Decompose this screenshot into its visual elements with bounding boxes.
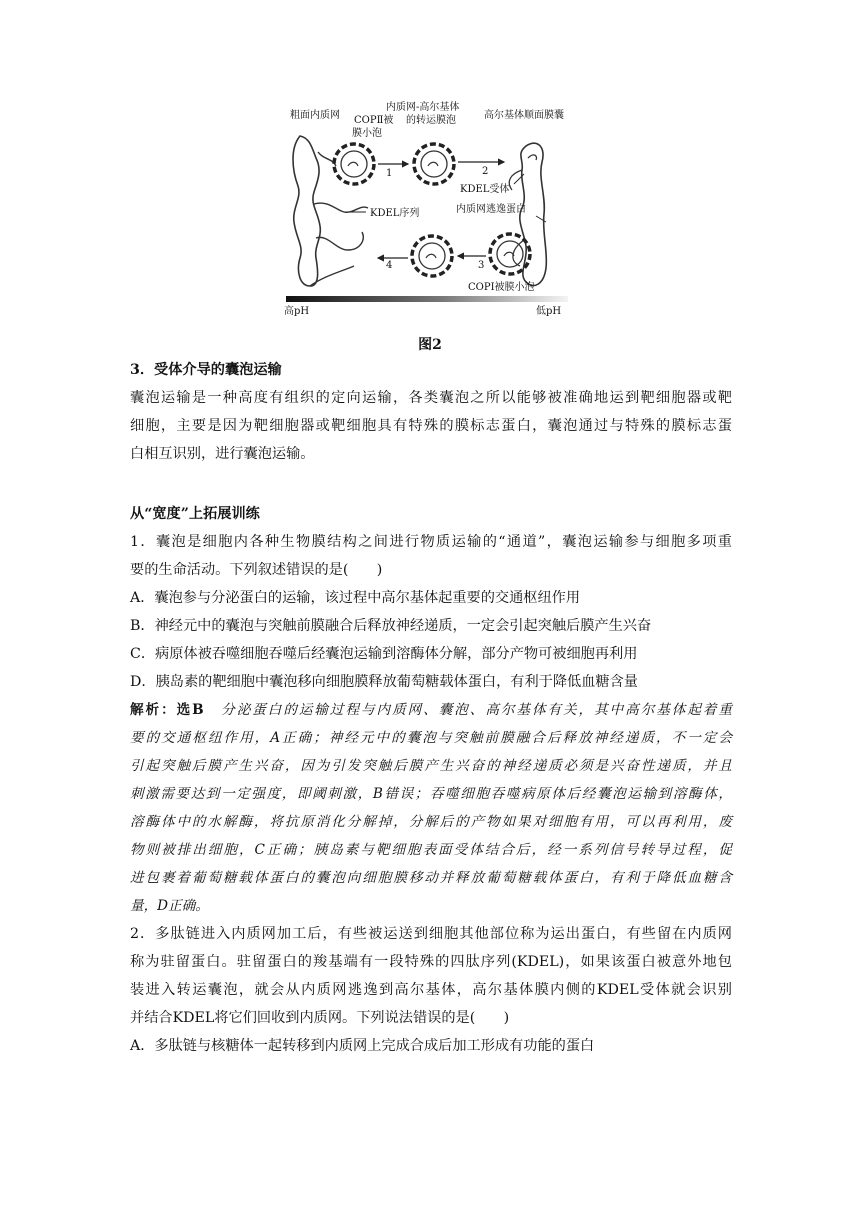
q1-analysis-line [130,696,732,724]
q1-analysis-line: 量，D正确。 [130,898,209,914]
label-golgi-cis: 高尔基体顺面膜囊 [484,110,564,121]
rough-er-fold [314,203,368,212]
q1-option-b: B．神经元中的囊泡与突触前膜融合后释放神经递质，一定会引起突触后膜产生兴奋 [130,618,652,634]
question-2-stem: 并结合KDEL将它们回收到内质网。下列说法错误的是( ) [130,1010,510,1026]
label-rough-er: 粗面内质网 [290,110,340,121]
diagram-graphic [284,100,580,324]
question-1-stem: 要的生命活动。下列叙述错误的是( ) [130,562,383,578]
label-step4: 4 [386,260,393,271]
section-heading: 3．受体介导的囊泡运输 [130,362,282,378]
label-copii: 膜小泡 [352,128,382,139]
q1-analysis-line: 要的交通枢纽作用，A正确；神经元中的囊泡与突触前膜融合后释放神经递质，不一定会 [130,730,732,746]
paragraph-line: 细胞，主要是因为靶细胞器或靶细胞具有特殊的膜标志蛋白，囊泡通过与特殊的膜标志蛋 [130,418,732,434]
golgi-fold [509,170,522,190]
returning-vesicle [412,236,452,276]
ph-gradient-bar [286,296,568,302]
question-2-stem: 2．多肽链进入内质网加工后，有些被运送到细胞其他部位称为运出蛋白，有些留在内质网 [130,926,732,942]
q1-option-d: D．胰岛素的靶细胞中囊泡移向细胞膜释放葡萄糖载体蛋白，有利于降低血糖含量 [130,674,638,690]
vesicle-transport-diagram [284,100,580,324]
q2-option-a: A．多肽链与核糖体一起转移到内质网上完成合成后加工形成有功能的蛋白 [130,1038,595,1054]
q1-analysis-line: 物则被排出细胞，C正确；胰岛素与靶细胞表面受体结合后，经一系列信号转导过程，促 [130,842,732,858]
label-copi: COPⅠ被膜小泡 [468,282,535,293]
paragraph-line: 囊泡运输是一种高度有组织的定向运输，各类囊泡之所以能够被准确地运到靶细胞器或靶 [130,390,732,406]
rough-er-fold [310,266,354,286]
label-kdel-receptor: KDEL受体 [460,184,510,195]
rough-er-membrane [293,136,320,286]
practice-heading: 从“宽度”上拓展训练 [130,506,260,522]
label-copii: COPⅡ被 [354,115,394,126]
q1-analysis-line: 溶酶体中的水解酶，将抗原消化分解掉，分解后的产物如果对细胞有用，可以再利用，废 [130,814,732,830]
label-high-ph: 高pH [284,306,310,317]
practice-section [130,500,732,1060]
analysis-choice: 选B [176,702,204,718]
label-er-golgi-vesicle: 内质网-高尔基体 [386,102,460,113]
er-golgi-transport-vesicle [414,144,454,184]
label-er-golgi-vesicle: 的转运膜泡 [406,115,456,126]
label-escaped-protein: 内质网逃逸蛋白 [456,204,526,215]
label-step3: 3 [478,260,485,271]
paragraph-line: 白相互识别，进行囊泡运输。 [130,446,315,462]
label-kdel-sequence: KDEL序列 [370,208,420,219]
q1-analysis-line: 引起突触后膜产生兴奋，因为引发突触后膜产生兴奋的神经递质必须是兴奋性递质，并且 [130,758,732,774]
rough-er-fold [316,232,363,250]
golgi-fold [528,155,537,160]
label-step2: 2 [482,166,489,177]
figure-caption: 图2 [418,337,442,353]
q1-analysis-line: 进包裹着葡萄糖载体蛋白的囊泡向细胞膜移动并释放葡萄糖载体蛋白，有利于降低血糖含 [130,870,732,886]
analysis-text: 分泌蛋白的运输过程与内质网、囊泡、高尔基体有关，其中高尔基体起着重 [221,702,733,718]
question-2-stem: 装进入转运囊泡，就会从内质网逃逸到高尔基体，高尔基体膜内侧的KDEL受体就会识别 [130,982,732,998]
label-low-ph: 低pH [536,306,562,317]
question-2-stem: 称为驻留蛋白。驻留蛋白的羧基端有一段特殊的四肽序列(KDEL)，如果该蛋白被意外地包 [130,954,732,970]
question-1-stem: 1．囊泡是细胞内各种生物膜结构之间进行物质运输的“通道”，囊泡运输参与细胞多项重 [130,534,732,550]
q1-option-a: A．囊泡参与分泌蛋白的运输，该过程中高尔基体起重要的交通枢纽作用 [130,590,581,606]
q1-analysis-line: 刺激需要达到一定强度，即阈刺激，B错误；吞噬细胞吞噬病原体后经囊泡运输到溶酶体， [130,786,732,802]
q1-option-c: C．病原体被吞噬细胞吞噬后经囊泡运输到溶酶体分解，部分产物可被细胞再利用 [130,646,638,662]
analysis-label: 解析： [130,702,177,718]
copii-vesicle [334,144,374,184]
section-receptor-mediated-transport [130,356,732,468]
label-step1: 1 [386,168,393,179]
